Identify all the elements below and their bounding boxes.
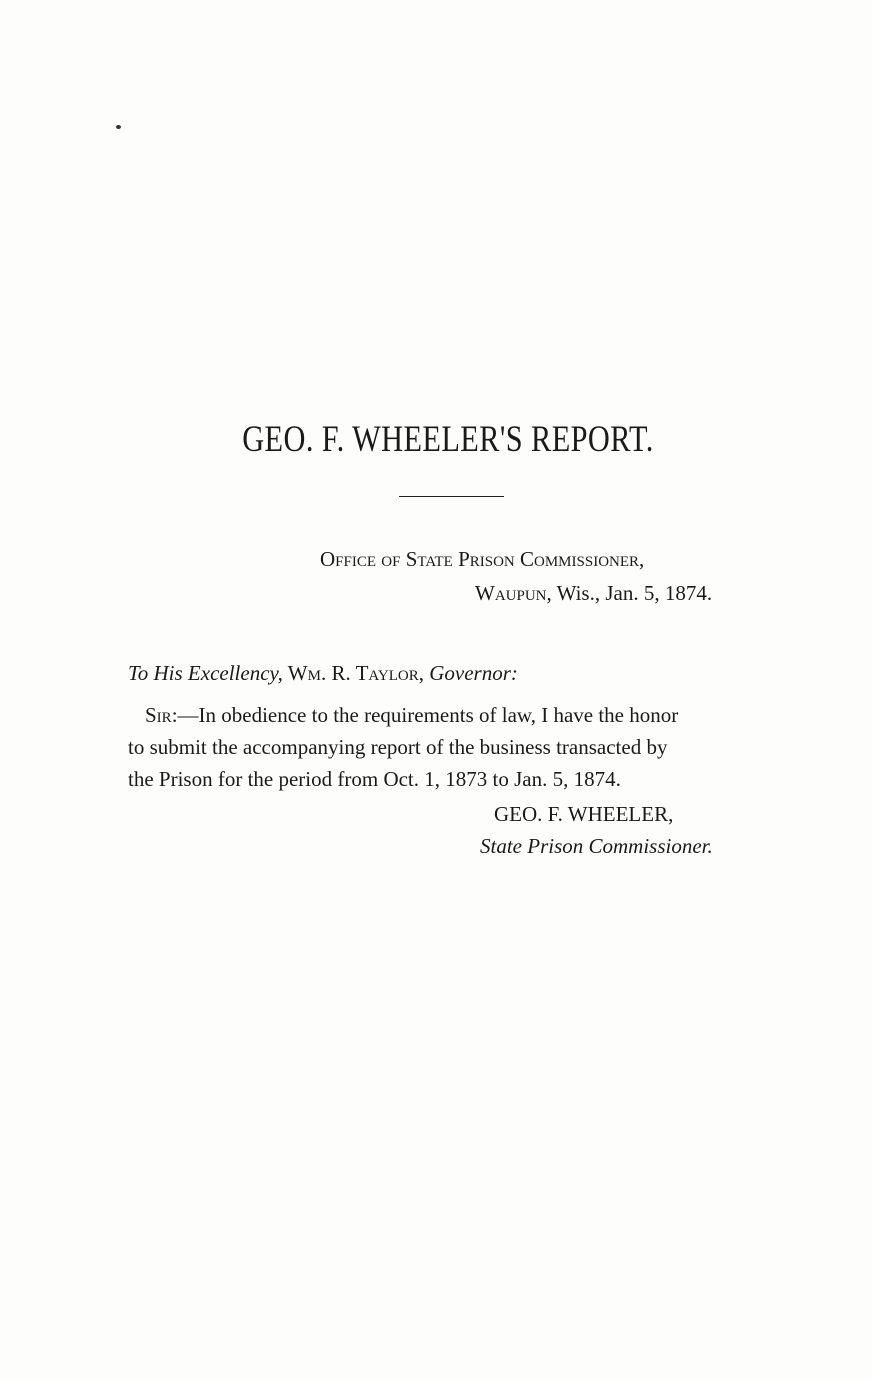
ink-speck xyxy=(116,125,121,129)
salutation-to: To His Excellency, xyxy=(128,661,283,685)
title-rule xyxy=(399,496,504,497)
place-date: , Wis., Jan. 5, 1874. xyxy=(546,581,713,605)
report-title: GEO. F. WHEELER'S REPORT. xyxy=(242,419,654,460)
salutation-name: Wm. R. Taylor, xyxy=(282,661,430,685)
body-line-3: the Prison for the period from Oct. 1, 1873 to Jan. 5, 1874. xyxy=(128,767,621,791)
place-name: Waupun xyxy=(475,581,547,605)
body-sir: Sir xyxy=(145,703,172,727)
office-line: Office of State Prison Commissioner, xyxy=(320,547,645,571)
place-date-line xyxy=(475,583,712,604)
body-line-2: to submit the accompanying report of the business transacted by xyxy=(128,735,668,759)
body-line-1 xyxy=(145,705,678,726)
signature-name: GEO. F. WHEELER, xyxy=(494,802,674,826)
salutation-role: Governor: xyxy=(429,661,518,685)
signature-title: State Prison Commissioner. xyxy=(480,834,713,858)
body-line-1-text: :—In obedience to the requirements of law, I have the honor xyxy=(171,703,679,727)
salutation-line xyxy=(128,663,518,684)
